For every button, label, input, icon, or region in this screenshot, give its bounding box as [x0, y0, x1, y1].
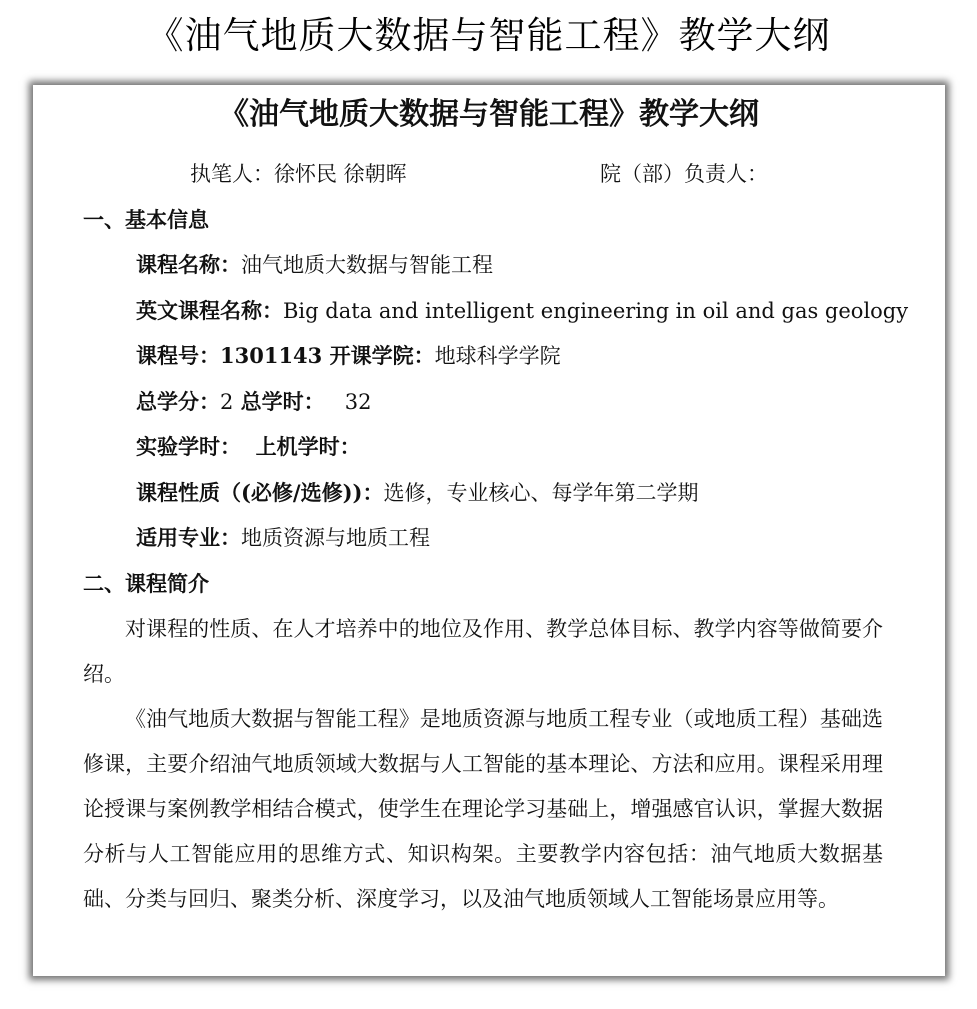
section-heading-basic-info: 一、基本信息 [83, 208, 209, 232]
field-value: 地质资源与地质工程 [241, 526, 430, 550]
field-major [136, 523, 430, 553]
document-page [33, 85, 945, 976]
section-heading-course-intro: 二、课程简介 [83, 572, 209, 596]
field-lab-hours [136, 432, 361, 462]
field-label: 课程性质（(必修/选修))： [136, 480, 384, 505]
course-description-paragraph: 《油气地质大数据与智能工程》是地质资源与地质工程专业（或地质工程）基础选修课，主要介绍油气地质领域大数据与人工智能的基本理论、方法和应用。课程采用理论授课与案例教学相结合模式，使学生在理论学习基础上，增强感官认识，掌握大数据分析与人工智能应用的思维方式、知识构架。主要教学内容包括：油气地质大数据基础、分类与回归、聚类分析、深度学习，以及油气地质领域人工智能场景应用等。 [83, 707, 883, 911]
field-value: 地球科学学院 [434, 344, 561, 368]
field-label: 英文课程名称： [136, 298, 283, 323]
intro-paragraph: 对课程的性质、在人才培养中的地位及作用、教学总体目标、教学内容等做简要介绍。 [83, 617, 883, 686]
field-course-nature [136, 478, 698, 508]
field-course-number [136, 341, 561, 371]
page-title: 《油气地质大数据与智能工程》教学大纲 [146, 14, 831, 57]
field-label: 总学分： [136, 389, 220, 414]
field-value: 油气地质大数据与智能工程 [241, 253, 493, 277]
department-head-line: 院（部）负责人： [600, 162, 768, 186]
field-value: 32 [324, 390, 372, 414]
field-english-name [136, 296, 908, 326]
author-line: 执笔人：徐怀民 徐朝晖 [190, 162, 407, 186]
field-course-name [136, 250, 493, 280]
field-label: 课程名称： [136, 252, 241, 277]
field-label: 实验学时： 上机学时： [136, 434, 361, 459]
field-label: 课程号：1301143 开课学院： [136, 343, 435, 368]
field-label: 总学时： [233, 389, 325, 414]
field-label: 适用专业： [136, 525, 241, 550]
field-credits [136, 387, 371, 417]
field-value: 选修，专业核心、每学年第二学期 [383, 481, 699, 505]
document-title: 《油气地质大数据与智能工程》教学大纲 [219, 97, 759, 132]
field-value: 2 [220, 390, 234, 414]
field-value: Big data and intelligent engineering in oil and gas geology [283, 299, 909, 323]
